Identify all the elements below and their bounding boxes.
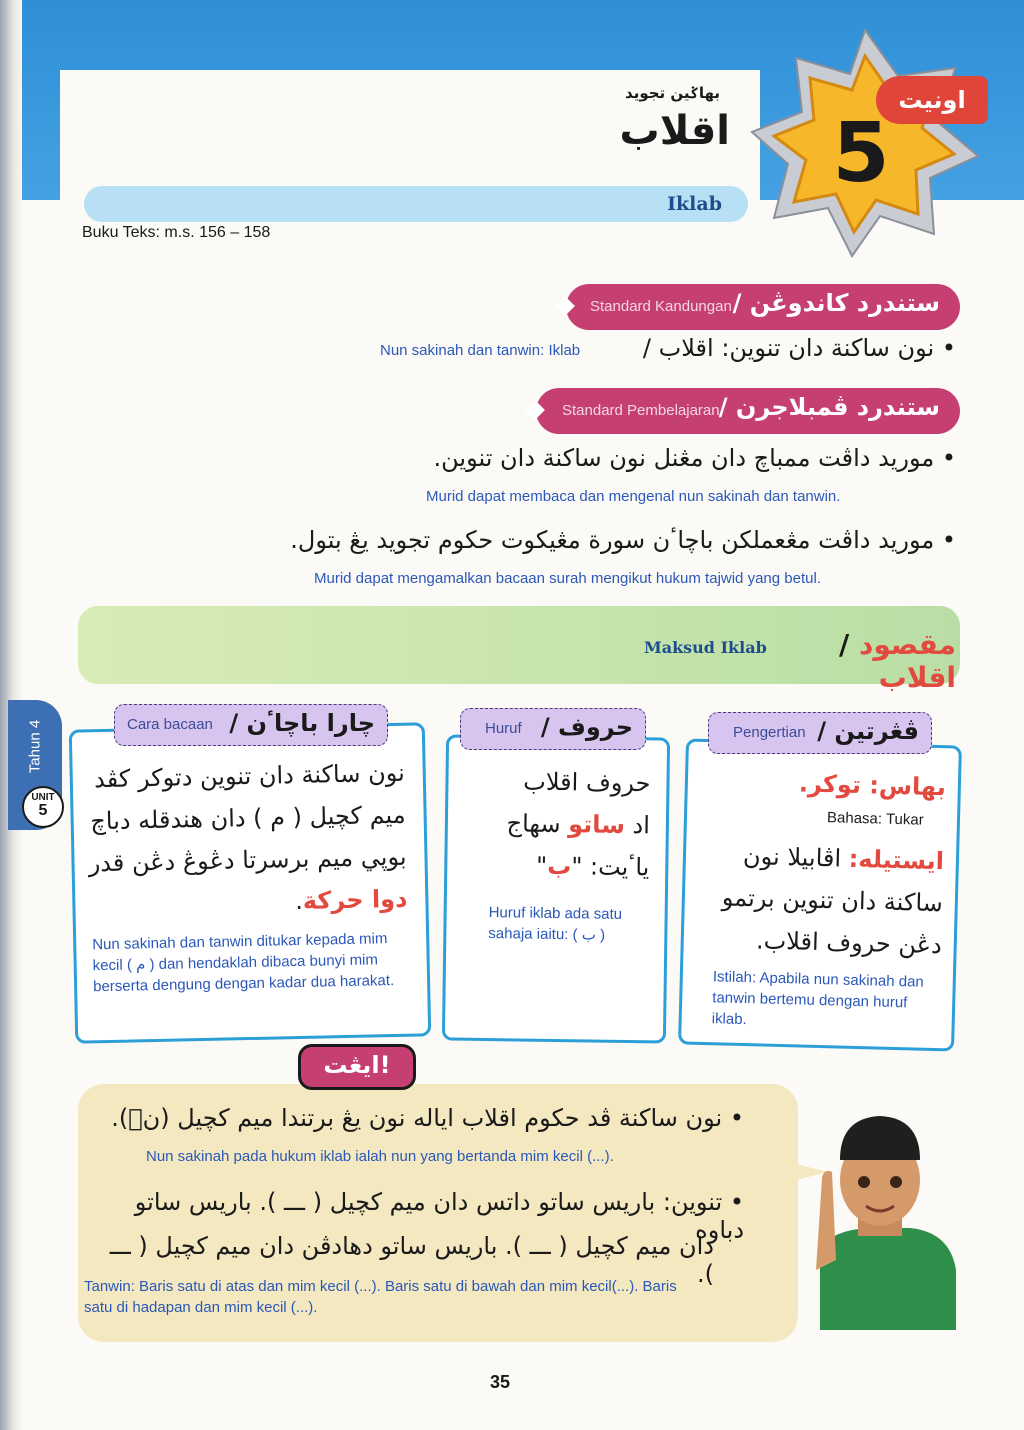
huruf-arabic-line3: ياٴيت: "ب": [535, 851, 650, 882]
learning-standard-1-latin: Murid dapat membaca dan mengenal nun sakinah dan tanwin.: [426, 488, 841, 505]
huruf-arabic-red-word: ساتو: [568, 810, 626, 839]
unit-label: اونيت: [876, 76, 988, 124]
tag-pengertian-arabic: / ڤڠرتين: [817, 717, 919, 745]
textbook-reference: Buku Teks: m.s. 156 – 158: [82, 224, 271, 241]
cara-bacaan-arabic-text: نون ساكنة دان تنوين دتوكر كڤد ميم كچيل ( م ) دان هندقله دباچ بوڽي ميم برسرتا دڠوڠ دڠن قدر: [88, 758, 407, 878]
reminder-line2: • تنوين: باريس ساتو داتس دان ميم كچيل ( ـــ ). باريس ساتو دباوه: [134, 1188, 744, 1244]
maksud-slash: /: [839, 628, 850, 661]
standard-kandungan-latin: Standard Kandungan: [590, 298, 732, 315]
maksud-latin: Maksud Iklab: [644, 638, 767, 657]
pengertian-istilah-red: ايستيله:: [848, 844, 945, 876]
pengertian-istilah-text: اڤابيلا نون ساكنة دان تنوين برتمو دڠن حروف اقلاب.: [721, 841, 944, 960]
reminder-line1-latin: Nun sakinah pada hukum iklab ialah nun yang bertanda mim kecil (...).: [146, 1148, 614, 1165]
card-pengertian: [678, 738, 962, 1051]
standard-pembelajaran-pill: [536, 388, 960, 434]
section-subtitle: بهاݢين تجويد: [625, 84, 720, 102]
tag-cara-bacaan-arabic: / چارا باچاٴن: [229, 709, 375, 737]
unit-number: 5: [832, 106, 890, 201]
reminder-line1: • نون ساكنة ڤد حكوم اقلاب اياله نون يڠ برتندا ميم كچيل (نۢ).: [111, 1104, 744, 1132]
learning-standard-1: • موريد داڤت ممباچ دان مڠنل نون ساكنة دان تنوين.: [433, 444, 956, 472]
pengertian-bahasa-arabic: بهاس: توكر.: [798, 769, 947, 802]
huruf-letter-ba: ب: [547, 851, 572, 881]
boy-illustration: [800, 1100, 960, 1330]
huruf-arabic: [459, 760, 651, 889]
reminder-tag: ايڠت!: [298, 1044, 416, 1090]
side-tab-unit-circle: [22, 786, 64, 828]
side-tab-unit-number: 5: [38, 802, 48, 819]
huruf-arabic-line2: اد ساتو سهاج: [506, 809, 651, 840]
card-huruf: [442, 734, 670, 1043]
tag-pengertian-latin: Pengertian: [733, 724, 806, 741]
side-tab-year: Tahun 4: [26, 719, 44, 774]
standard-pembelajaran-arabic: / ستندرد ڤمبلاجرن: [718, 393, 940, 421]
tag-pengertian: [708, 712, 932, 754]
cara-bacaan-arabic: نون ساكنة دان تنوين دتوكر كڤد ميم كچيل ( م ) دان هندقله دباچ بوڽي ميم برسرتا دڠوڠ دڠن قدر دوا حركة.: [88, 758, 408, 916]
huruf-latin: Huruf iklab ada satu sahaja iaitu: ( ب ): [488, 904, 623, 944]
reminder-line2-latin: Tanwin: Baris satu di atas dan mim kecil (...). Baris satu di bawah dan mim kecil(...). Baris satu di hadapan dan mim kecil (...).: [84, 1278, 677, 1316]
side-unit-tab: [8, 700, 62, 830]
card-cara-bacaan: [69, 722, 431, 1043]
tag-cara-bacaan-latin: Cara bacaan: [127, 716, 213, 733]
tag-huruf-arabic: / حروف: [540, 713, 633, 741]
reminder-line3: دان ميم كچيل ( ـــ ). باريس ساتو دهادڤن دان ميم كچيل ( ـــ ).: [109, 1232, 714, 1288]
learning-standard-2-latin: Murid dapat mengamalkan bacaan surah mengikut hukum tajwid yang betul.: [314, 570, 821, 587]
standard-kandungan-item-latin: Nun sakinah dan tanwin: Iklab: [380, 342, 581, 359]
pengertian-istilah-arabic: [695, 834, 944, 966]
pengertian-bahasa-latin: Bahasa: Tukar: [826, 809, 924, 829]
pengertian-istilah-latin: Istilah: Apabila nun sakinah dan tanwin bertemu dengan huruf iklab.: [711, 968, 924, 1029]
cara-bacaan-arabic-red: دوا حركة: [302, 884, 408, 915]
maksud-arabic: [766, 628, 956, 694]
side-tab-unit-word: UNIT: [31, 792, 55, 803]
page-title: اقلاب: [619, 108, 730, 154]
standard-kandungan-item: • نون ساكنة دان تنوين: اقلاب /: [642, 334, 956, 362]
tag-huruf: [460, 708, 646, 750]
title-latin-bar: [84, 186, 748, 222]
cara-bacaan-latin: Nun sakinah dan tanwin ditukar kepada mim kecil ( م ) dan hendaklah dibaca bunyi mim berserta dengung dengan kadar dua harakat.: [92, 930, 395, 996]
standard-kandungan-pill: [566, 284, 960, 330]
tag-huruf-latin: Huruf: [485, 720, 522, 737]
huruf-arabic-line1: حروف اقلاب: [523, 767, 651, 798]
page-number: 35: [489, 1372, 511, 1392]
standard-kandungan-arabic: / ستندرد كاندوڠن: [732, 289, 940, 317]
tag-cara-bacaan: [114, 704, 388, 746]
learning-standard-2: • موريد داڤت مڠعملكن باچاٴن سورة مڠيكوت حكوم تجويد يڠ بتول.: [290, 526, 956, 554]
title-latin: Iklab: [667, 193, 722, 215]
standard-pembelajaran-latin: Standard Pembelajaran: [562, 402, 720, 419]
maksud-arabic-text: مقصود اقلاب: [858, 628, 956, 694]
